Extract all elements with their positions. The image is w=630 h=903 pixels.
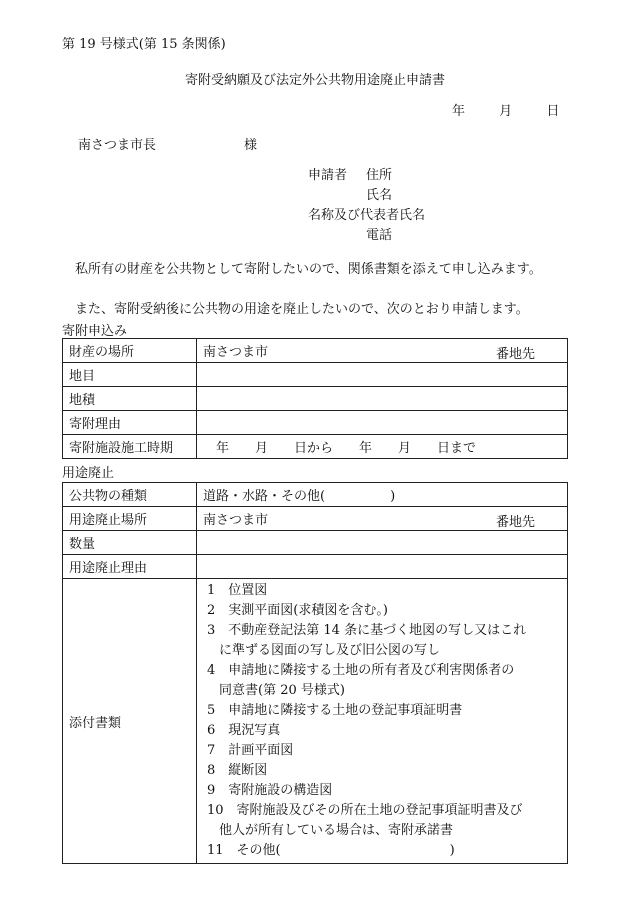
quantity-label: 数量: [63, 531, 197, 555]
applicant-org-rep: 名称及び代表者氏名: [308, 208, 426, 223]
construction-period-label: 寄附施設施工時期: [63, 435, 197, 459]
applicant-fields: [366, 166, 392, 206]
public-property-type-label: 公共物の種類: [63, 483, 197, 507]
list-item: 1 位置図: [207, 583, 268, 598]
table-row: [63, 339, 568, 363]
property-location-field: 南さつま市 番地先: [197, 339, 568, 363]
table-row: [63, 555, 568, 579]
construction-period-field: 年 月 日から 年 月 日まで: [197, 435, 568, 459]
quantity-field: [197, 531, 568, 555]
list-item: 2 実測平面図(求積図を含む。): [207, 603, 388, 618]
table-row: [63, 531, 568, 555]
donation-reason-label: 寄附理由: [63, 411, 197, 435]
donation-table: [62, 338, 568, 459]
abolition-table: [62, 482, 568, 864]
land-category-label: 地目: [63, 363, 197, 387]
date-month: 月: [499, 104, 513, 119]
land-category-field: [197, 363, 568, 387]
list-item: 7 計画平面図: [207, 743, 294, 758]
date-line: [452, 100, 559, 119]
table-row: [63, 435, 568, 459]
document-title: 寄附受納願及び法定外公共物用途廃止申請書: [184, 73, 445, 88]
applicant-phone: 電話: [366, 228, 393, 243]
addressee-name: 南さつま市長: [78, 138, 157, 153]
addressee-honorific: 様: [244, 138, 258, 153]
date-year: 年: [452, 104, 466, 119]
donation-section-label: 寄附申込み: [62, 324, 128, 339]
table-row: [63, 579, 568, 864]
list-item: 5 申請地に隣接する土地の登記事項証明書: [207, 703, 463, 718]
abolition-location-field: 南さつま市 番地先: [197, 507, 568, 531]
table-row: [63, 411, 568, 435]
applicant-address: 住所: [366, 168, 393, 183]
list-item: 11 その他( ): [207, 843, 455, 858]
list-item: 8 縦断図: [207, 763, 268, 778]
paragraph-donation: 私所有の財産を公共物として寄附したいので、関係書類を添えて申し込みます。: [62, 262, 542, 277]
list-item: 同意書(第 20 号様式): [219, 683, 345, 698]
date-day: 日: [546, 104, 560, 119]
applicant-label: 申請者: [308, 168, 348, 183]
form-number: 第 19 号様式(第 15 条関係): [62, 37, 226, 52]
abolition-reason-field: [197, 555, 568, 579]
table-row: [63, 387, 568, 411]
list-item: 9 寄附施設の構造図: [207, 783, 333, 798]
table-row: [63, 363, 568, 387]
table-row: [63, 483, 568, 507]
property-location-label: 財産の場所: [63, 339, 197, 363]
abolition-location-label: 用途廃止場所: [63, 507, 197, 531]
abolition-reason-label: 用途廃止理由: [63, 555, 197, 579]
list-item: 他人が所有している場合は、寄附承諾書: [219, 823, 454, 838]
list-item: 6 現況写真: [207, 723, 281, 738]
donation-reason-field: [197, 411, 568, 435]
addressee: [78, 134, 257, 153]
abolition-section-label: 用途廃止: [62, 466, 115, 481]
applicant-name: 氏名: [366, 188, 393, 203]
attachments-list: [197, 579, 568, 864]
table-row: [63, 507, 568, 531]
land-area-label: 地積: [63, 387, 197, 411]
paragraph-abolition: また、寄附受納後に公共物の用途を廃止したいので、次のとおり申請します。: [62, 302, 529, 317]
land-area-field: [197, 387, 568, 411]
list-item: 10 寄附施設及びその所在土地の登記事項証明書及び: [207, 803, 523, 818]
list-item: 4 申請地に隣接する土地の所有者及び利害関係者の: [207, 663, 515, 678]
list-item: に準ずる図面の写し及び旧公図の写し: [219, 643, 441, 658]
attachments-label: 添付書類: [63, 579, 197, 864]
public-property-type-field: 道路・水路・その他( ): [197, 483, 568, 507]
list-item: 3 不動産登記法第 14 条に基づく地図の写し又はこれ: [207, 623, 527, 638]
